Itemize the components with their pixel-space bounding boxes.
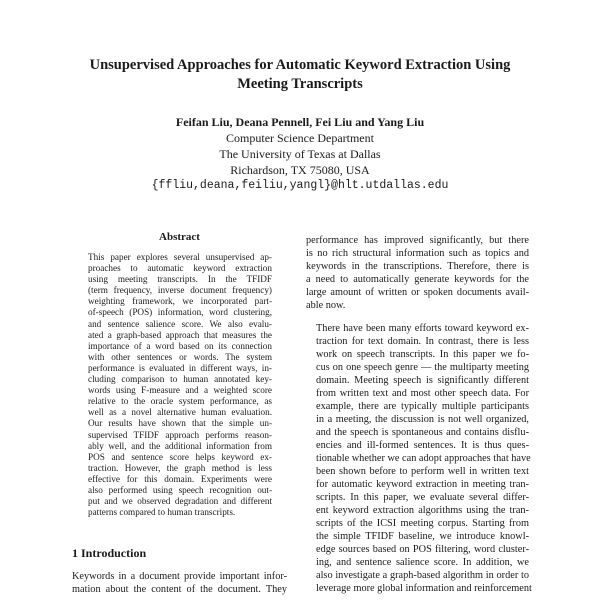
text-line: traction. However, the graph method is less	[88, 462, 272, 473]
author-univ: The University of Texas at Dallas	[219, 147, 381, 161]
author-block	[100, 114, 500, 194]
text-line: ated a graph-based approach that measures the	[88, 329, 272, 340]
text-line: Keywords in a document provide important infor-	[72, 571, 287, 582]
text-line: ing, and sentence salience score. In addition, we	[316, 557, 529, 568]
intro-body	[72, 570, 287, 596]
paper-title	[60, 56, 540, 94]
text-line: Our results have shown that the simple un-	[88, 418, 272, 429]
text-line: large amount of written or spoken documents avail-	[306, 287, 529, 298]
text-line: keywords in the transcriptions. Therefore, there is	[306, 261, 529, 272]
text-line: a need to automatically generate keywords for the	[306, 274, 529, 285]
text-line: also investigate a graph-based algorithm in order to	[316, 570, 529, 581]
text-line: ably well, and the additional information from	[88, 440, 272, 451]
text-line: proaches to automatic keyword extraction	[88, 263, 272, 274]
text-line: importance of a word based on its connection	[88, 340, 272, 351]
text-line: cus on one speech genre — the multiparty meeting	[316, 362, 529, 373]
text-line: weighting framework, we incorporated part-	[88, 296, 272, 307]
right-paragraph-2	[306, 322, 532, 595]
text-line: POS and sentence score helps keyword ex-	[88, 451, 272, 462]
text-line: tionable whether we can adopt approaches that have	[316, 453, 531, 464]
text-line: scripts of the ICSI meeting corpus. Starting from	[316, 518, 529, 529]
author-city: Richardson, TX 75080, USA	[230, 163, 370, 177]
text-line: with other sentences or words. The system	[88, 351, 272, 362]
abstract-body	[88, 252, 272, 518]
text-line: well as a novel alternative human evaluation.	[88, 407, 272, 418]
text-line: been shown before to perform well in written text	[316, 466, 529, 477]
text-line: using meeting transcripts. In the TFIDF	[88, 274, 272, 285]
text-line: traction for text domain. In contrast, there is less	[316, 336, 529, 347]
title-line: Meeting Transcripts	[237, 76, 363, 92]
text-line: example, there are typically multiple participants	[316, 401, 529, 412]
text-line: scripts. In this paper, we evaluate several differ-	[316, 492, 529, 503]
text-line: is no rich structural information such as topics and	[306, 248, 529, 259]
text-line: There have been many efforts toward keyword ex-	[316, 323, 529, 334]
text-line: encies and ill-formed sentences. It is thus ques-	[316, 440, 529, 451]
text-line: edge sources based on POS filtering, word cluster-	[316, 544, 529, 555]
text-line: from written text and most other speech data. For	[316, 388, 529, 399]
text-line: leverage more global information and reinforcement	[316, 583, 532, 594]
text-line: ent keyword extraction algorithms using the tran-	[316, 505, 529, 516]
text-line: patterns compared to human transcripts.	[88, 507, 236, 518]
text-line: able now.	[306, 300, 346, 311]
text-line: in a meeting, the discussion is not well organized,	[316, 414, 529, 425]
text-line: and the speech is spontaneous and contains disflu-	[316, 427, 529, 438]
text-line: effective for this domain. Experiments were	[88, 473, 272, 484]
text-line: domain. Meeting speech is significantly different	[316, 375, 529, 386]
text-line: put and we observed degradation and different	[88, 496, 272, 507]
text-line: supervised TFIDF approach performs reason-	[88, 429, 272, 440]
text-line: cluding comparison to human annotated key-	[88, 374, 272, 385]
text-line: performance has improved significantly, but there	[306, 235, 529, 246]
text-line: the simple TFIDF baseline, we introduce knowl-	[316, 531, 529, 542]
author-email: {ffliu,deana,feiliu,yangl}@hlt.utdallas.edu	[151, 179, 449, 192]
title-line: Unsupervised Approaches for Automatic Keyword Extraction Using	[89, 57, 511, 73]
abstract-heading: Abstract	[159, 231, 200, 243]
author-names: Feifan Liu, Deana Pennell, Fei Liu and Yang Liu	[175, 115, 425, 129]
text-line: mation about the content of the document. They	[72, 584, 287, 595]
text-line: words using F-measure and a weighted score	[88, 385, 272, 396]
text-line: for automatic keyword extraction in meeting tran-	[316, 479, 529, 490]
text-line: relative to the oracle system performance, as	[88, 396, 272, 407]
text-line: of-speech (POS) information, word clustering,	[88, 307, 272, 318]
author-dept: Computer Science Department	[226, 131, 374, 145]
section-heading: 1 Introduction	[72, 546, 147, 560]
text-line: work on speech transcripts. In this paper we fo-	[316, 349, 529, 360]
text-line: (term frequency, inverse document frequency)	[88, 285, 272, 296]
right-paragraph-1	[306, 234, 529, 312]
text-line: and sentence salience score. We also evalu-	[88, 318, 272, 329]
text-line: performance is evaluated in different ways, in-	[88, 362, 272, 373]
text-line: also performed using speech recognition out-	[88, 484, 272, 495]
text-line: This paper explores several unsupervised ap-	[88, 252, 272, 262]
